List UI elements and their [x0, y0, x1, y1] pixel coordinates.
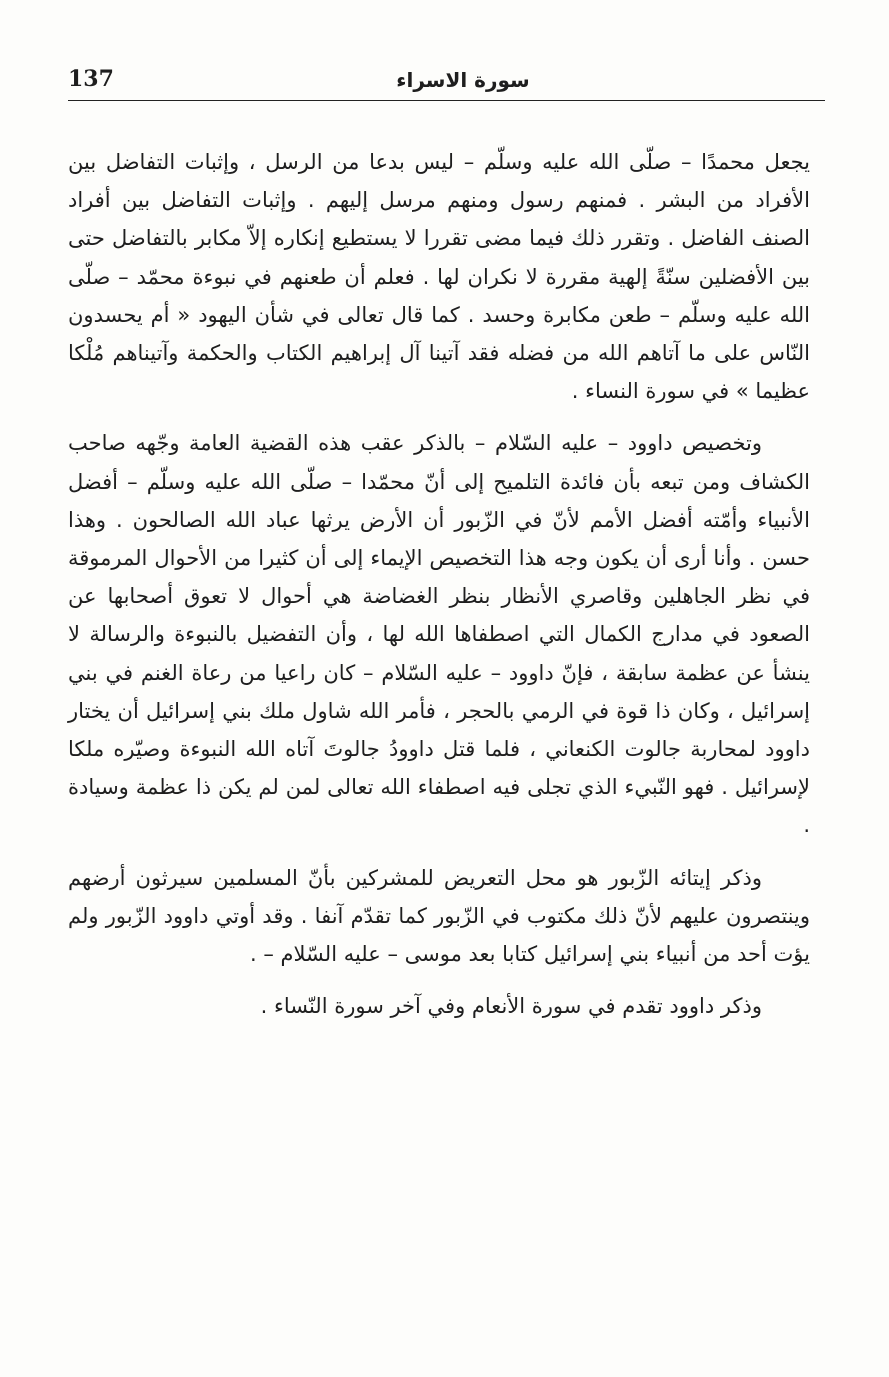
- paragraph-2: وتخصيص داوود – عليه السّلام – بالذكر عقب هذه القضية العامة وجّهه صاحب الكشاف ومن تبعه بأن فائدة التلميح إلى أنّ محمّدا – صلّى الله عليه وسلّم – أفضل الأنبياء وأمّته أفضل الأمم لأنّ في الزّبور أن الأرض يرثها عباد الله الصالحون . وهذا حسن . وأنا أرى أن يكون وجه هذا التخصيص الإيماء إلى أن كثيرا من الأحوال المرموقة في نظر الجاهلين وقاصري الأنظار بنظر الغضاضة هي أحوال لا تعوق أصحابها عن الصعود في مدارج الكمال التي اصطفاها الله لها ، وأن التفضيل بالنبوءة والرسالة لا ينشأ عن عظمة سابقة ، فإنّ داوود – عليه السّلام – كان راعيا من رعاة الغنم في بني إسرائيل ، وكان ذا قوة في الرمي بالحجر ، فأمر الله شاول ملك بني إسرائيل أن يختار داوود لمحاربة جالوت الكنعاني ، فلما قتل داوودُ جالوتَ آتاه الله النبوءة وصيّره ملكا لإسرائيل . فهو النّبيء الذي تجلى فيه اصطفاء الله تعالى لمن لم يكن ذا عظمة وسيادة .: [68, 431, 810, 838]
- paragraph-1: يجعل محمدًا – صلّى الله عليه وسلّم – ليس بدعا من الرسل ، وإثبات التفاضل بين الأفراد من البشر . فمنهم رسول ومنهم مرسل إليهم . وإثبات التفاضل بين أفراد الصنف الفاضل . وتقرر ذلك فيما مضى تقررا لا يستطيع إنكاره إلاّ مكابر بالتفاضل حتى بين الأفضلين سنّةً إلهية مقررة لا نكران لها . فعلم أن طعنهم في نبوءة محمّد – صلّى الله عليه وسلّم – طعن مكابرة وحسد . كما قال تعالى في شأن اليهود « أم يحسدون النّاس على ما آتاهم الله من فضله فقد آتينا آل إبراهيم الكتاب والحكمة وآتيناهم مُلْكا عظيما » في سورة النساء .: [68, 150, 810, 404]
- page-header: [68, 66, 826, 100]
- running-title: سورة الاسراء: [396, 68, 530, 92]
- paragraph-3: وذكر إيتائه الزّبور هو محل التعريض للمشركين بأنّ المسلمين سيرثون أرضهم وينتصرون عليهم لأنّ ذلك مكتوب في الزّبور كما تقدّم آنفا . وقد أوتي داوود الزّبور ولم يؤت أحد من أنبياء بني إسرائيل كتابا بعد موسى – عليه السّلام – .: [68, 865, 810, 967]
- header-divider: [68, 100, 825, 101]
- body-text: [68, 143, 810, 1025]
- paragraph-4: وذكر داوود تقدم في سورة الأنعام وفي آخر سورة النّساء .: [260, 994, 762, 1019]
- page-number: 137: [68, 66, 114, 92]
